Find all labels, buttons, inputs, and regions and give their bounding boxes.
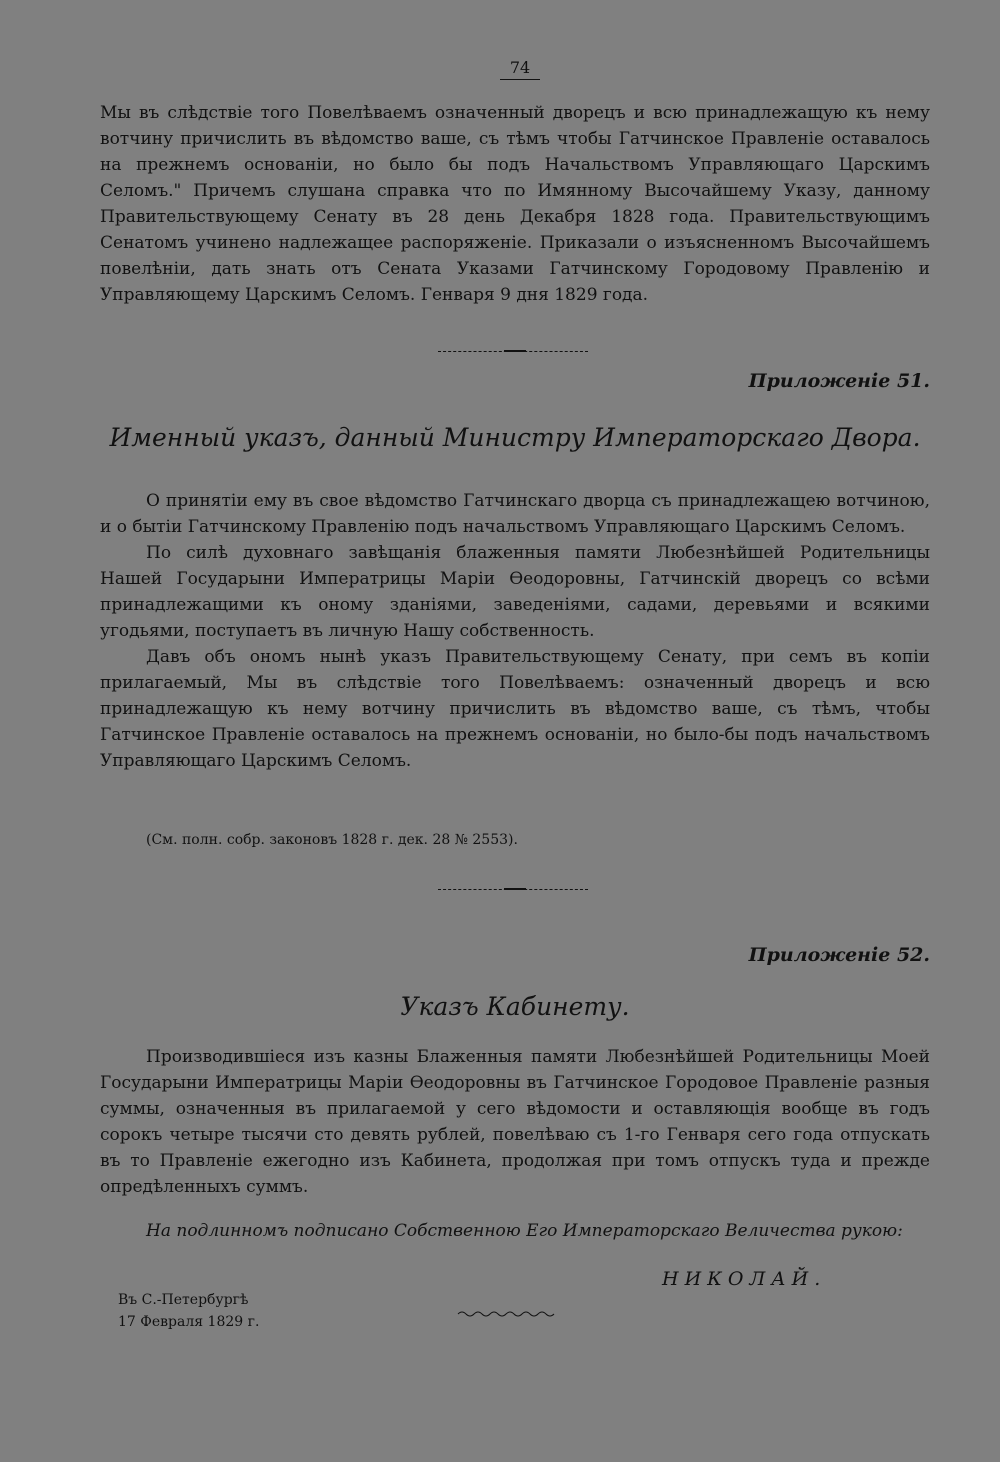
signed-note: На подлинномъ подписано Собственною Его Императорскаго Величества рукою: [146, 1221, 903, 1241]
flourish-icon [456, 1308, 556, 1320]
appendix-52-label: Приложеніе 52. [748, 944, 930, 966]
signature: НИКОЛАЙ. [662, 1268, 827, 1290]
appendix-51-paragraph: О принятіи ему въ свое вѣдомство Гатчинскаго дворца съ принадлежащею вотчиною, и о бытіи Гатчинскому Правленію подъ начальствомъ Управляющаго Царскимъ Селомъ. [100, 491, 930, 537]
law-reference: (См. полн. собр. законовъ 1828 г. дек. 28 № 2553). [146, 832, 518, 848]
place: Въ С.-Петербургѣ [118, 1292, 249, 1308]
intro-paragraph [100, 100, 930, 308]
intro-text: Мы въ слѣдствіе того Повелѣваемъ означенный дворецъ и всю принадлежащую къ нему вотчину причислить въ вѣдомство ваше, съ тѣмъ чтобы Гатчинское Правленіе оставалось на прежнемъ основаніи, но было бы подъ Начальствомъ Управляющаго Царскимъ Селомъ." Причемъ слушана справка что по Имянному Высочайшему Указу, данному Правительствующему Сенату въ 28 день Декабря 1828 года. Правительствующимъ Сенатомъ учинено надлежащее распоряженіе. Приказали о изъясненномъ Высочайшемъ повелѣніи, дать знать отъ Сената Указами Гатчинскому Городовому Правленію и Управляющему Царскимъ Селомъ. Генваря 9 дня 1829 года. [100, 103, 930, 305]
place-date [118, 1289, 259, 1333]
appendix-52-paragraph: Производившіеся изъ казны Блаженныя памяти Любезнѣйшей Родительницы Моей Государыни Императрицы Маріи Ѳеодоровны въ Гатчинское Городовое Правленіе разныя суммы, означенныя въ прилагаемой у сего вѣдомости и оставляющія вообще въ годъ сорокъ четыре тысячи сто девять рублей, повелѣваю съ 1-го Генваря сего года отпускать въ то Правленіе ежегодно изъ Кабинета, продолжая при томъ отпускъ туда и прежде опредѣленныхъ суммъ. [100, 1047, 930, 1197]
appendix-52-title: Указъ Кабинету. [400, 992, 630, 1021]
section-divider [438, 351, 588, 352]
appendix-51-label: Приложеніе 51. [748, 370, 930, 392]
appendix-51-paragraph: Давъ объ ономъ нынѣ указъ Правительствующему Сенату, при семъ въ копіи прилагаемый, Мы въ слѣдствіе того Повелѣваемъ: означенный дворецъ и всю принадлежащую къ нему вотчину причислить въ вѣдомство ваше, съ тѣмъ, чтобы Гатчинское Правленіе оставалось на прежнемъ основаніи, но было-бы подъ начальствомъ Управляющаго Царскимъ Селомъ. [100, 647, 930, 771]
appendix-52-body [100, 1044, 930, 1200]
page-number: 74 [500, 58, 540, 80]
appendix-51-body [100, 488, 930, 774]
section-divider [438, 889, 588, 890]
date: 17 Февраля 1829 г. [118, 1314, 260, 1330]
appendix-51-title: Именный указъ, данный Министру Императорскаго Двора. [109, 423, 921, 452]
appendix-51-paragraph: По силѣ духовнаго завѣщанія блаженныя памяти Любезнѣйшей Родительницы Нашей Государыни Императрицы Маріи Ѳеодоровны, Гатчинскій дворецъ со всѣми принадлежащими къ оному зданіями, заведеніями, садами, деревьями и всякими угодьями, поступаетъ въ личную Нашу собственность. [100, 543, 930, 641]
